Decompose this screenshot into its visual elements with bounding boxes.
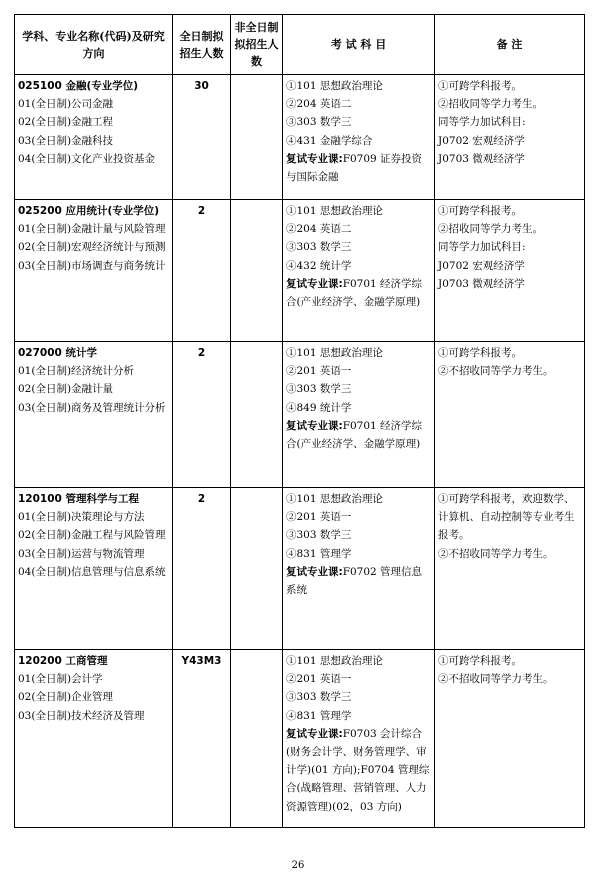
major-cell	[15, 488, 173, 650]
research-direction: 02(全日制)金融计量	[18, 383, 114, 396]
notes-cell	[435, 650, 585, 828]
research-direction: 03(全日制)技术经济及管理	[18, 709, 145, 722]
parttime-count	[231, 650, 283, 828]
major-cell	[15, 342, 173, 488]
major-title: 120100 管理科学与工程	[18, 493, 139, 505]
note-line: ①可跨学科报考，欢迎数学、计算机、自动控制等专业考生报考。	[438, 493, 575, 542]
note-line: J0702 宏观经济学	[438, 134, 525, 147]
header-fulltime: 全日制拟招生人数	[173, 15, 231, 75]
exam-subject: ①101 思想政治理论	[286, 493, 383, 505]
note-line: ②不招收同等学力考生。	[438, 673, 554, 686]
header-parttime: 非全日制拟招生人数	[231, 15, 283, 75]
note-line: 同等学力加试科目:	[438, 241, 526, 254]
notes-cell	[435, 488, 585, 650]
exam-cell	[283, 342, 435, 488]
exam-subject: ④849 统计学	[286, 401, 352, 414]
exam-subject: ①101 思想政治理论	[286, 205, 383, 217]
page-number: 26	[291, 860, 305, 871]
research-direction: 03(全日制)运营与物流管理	[18, 547, 145, 560]
note-line: ①可跨学科报考。	[438, 655, 522, 667]
exam-subject: ①101 思想政治理论	[286, 347, 383, 359]
exam-cell	[283, 75, 435, 200]
retest-subject: F0701 经济学综合(产业经济学、金融学原理)	[286, 419, 423, 451]
retest-subject: F0709 证券投资与国际金融	[286, 152, 423, 184]
exam-subject: ③303 数学三	[286, 241, 352, 254]
exam-cell	[283, 200, 435, 342]
notes-cell	[435, 342, 585, 488]
exam-subject: ②201 英语一	[286, 673, 352, 686]
exam-subject: ④432 统计学	[286, 259, 352, 272]
exam-subject: ②201 英语一	[286, 511, 352, 524]
research-direction: 03(全日制)金融科技	[18, 134, 114, 147]
exam-subject: ②204 英语二	[286, 223, 352, 236]
header-exams: 考 试 科 目	[283, 15, 435, 75]
major-cell	[15, 650, 173, 828]
note-line: ②招收同等学力考生。	[438, 98, 543, 111]
research-direction: 02(全日制)宏观经济统计与预测	[18, 241, 166, 254]
exam-subject: ④831 管理学	[286, 709, 352, 722]
exam-cell	[283, 488, 435, 650]
retest-subject: F0702 管理信息系统	[286, 565, 423, 597]
table-row	[15, 488, 585, 650]
research-direction: 04(全日制)信息管理与信息系统	[18, 565, 166, 578]
notes-cell	[435, 75, 585, 200]
research-direction: 01(全日制)决策理论与方法	[18, 511, 145, 524]
notes-cell	[435, 200, 585, 342]
parttime-count	[231, 488, 283, 650]
note-line: ②不招收同等学力考生。	[438, 547, 554, 560]
exam-subject: ②204 英语二	[286, 98, 352, 111]
research-direction: 03(全日制)商务及管理统计分析	[18, 401, 166, 414]
research-direction: 02(全日制)金融工程	[18, 116, 114, 129]
fulltime-count: 2	[173, 342, 231, 488]
exam-subject: ①101 思想政治理论	[286, 655, 383, 667]
exam-subject: ④431 金融学综合	[286, 134, 373, 147]
research-direction: 04(全日制)文化产业投资基金	[18, 152, 156, 165]
major-cell	[15, 200, 173, 342]
exam-subject: ③303 数学三	[286, 529, 352, 542]
major-title: 027000 统计学	[18, 347, 97, 359]
research-direction: 01(全日制)公司金融	[18, 98, 114, 111]
note-line: ①可跨学科报考。	[438, 205, 522, 217]
table-row	[15, 650, 585, 828]
note-line: 同等学力加试科目:	[438, 116, 526, 129]
table-row	[15, 342, 585, 488]
parttime-count	[231, 200, 283, 342]
retest-subject: F0701 经济学综合(产业经济学、金融学原理)	[286, 277, 423, 309]
research-direction: 01(全日制)金融计量与风险管理	[18, 223, 166, 236]
research-direction: 03(全日制)市场调查与商务统计	[18, 259, 166, 272]
retest-label: 复试专业课:	[286, 419, 343, 432]
major-title: 025100 金融(专业学位)	[18, 80, 139, 92]
retest-label: 复试专业课:	[286, 727, 343, 740]
exam-subject: ④831 管理学	[286, 547, 352, 560]
table-row	[15, 200, 585, 342]
retest-subject: F0703 会计综合(财务会计学、财务管理学、审计学)(01 方向);F0704 管理综合(战略管理、营销管理、人力资源管理)(02，03 方向)	[286, 727, 430, 813]
retest-label: 复试专业课:	[286, 277, 343, 290]
exam-subject: ①101 思想政治理论	[286, 80, 383, 92]
parttime-count	[231, 342, 283, 488]
fulltime-count: 30	[173, 75, 231, 200]
exam-subject: ③303 数学三	[286, 116, 352, 129]
header-notes: 备 注	[435, 15, 585, 75]
table-header-row	[15, 15, 585, 75]
note-line: ②不招收同等学力考生。	[438, 365, 554, 378]
note-line: J0703 微观经济学	[438, 152, 525, 165]
note-line: ②招收同等学力考生。	[438, 223, 543, 236]
exam-cell	[283, 650, 435, 828]
exam-subject: ③303 数学三	[286, 691, 352, 704]
retest-label: 复试专业课:	[286, 152, 343, 165]
major-cell	[15, 75, 173, 200]
exam-subject: ③303 数学三	[286, 383, 352, 396]
admissions-table	[14, 14, 585, 828]
note-line: J0703 微观经济学	[438, 277, 525, 290]
exam-subject: ②201 英语一	[286, 365, 352, 378]
parttime-count	[231, 75, 283, 200]
retest-label: 复试专业课:	[286, 565, 343, 578]
fulltime-count: Y43M3	[173, 650, 231, 828]
major-title: 120200 工商管理	[18, 655, 108, 667]
fulltime-count: 2	[173, 200, 231, 342]
research-direction: 02(全日制)企业管理	[18, 691, 114, 704]
header-major: 学科、专业名称(代码)及研究方向	[15, 15, 173, 75]
research-direction: 01(全日制)会计学	[18, 673, 103, 686]
note-line: J0702 宏观经济学	[438, 259, 525, 272]
note-line: ①可跨学科报考。	[438, 80, 522, 92]
research-direction: 01(全日制)经济统计分析	[18, 365, 135, 378]
research-direction: 02(全日制)金融工程与风险管理	[18, 529, 166, 542]
major-title: 025200 应用统计(专业学位)	[18, 205, 160, 217]
table-row	[15, 75, 585, 200]
note-line: ①可跨学科报考。	[438, 347, 522, 359]
fulltime-count: 2	[173, 488, 231, 650]
